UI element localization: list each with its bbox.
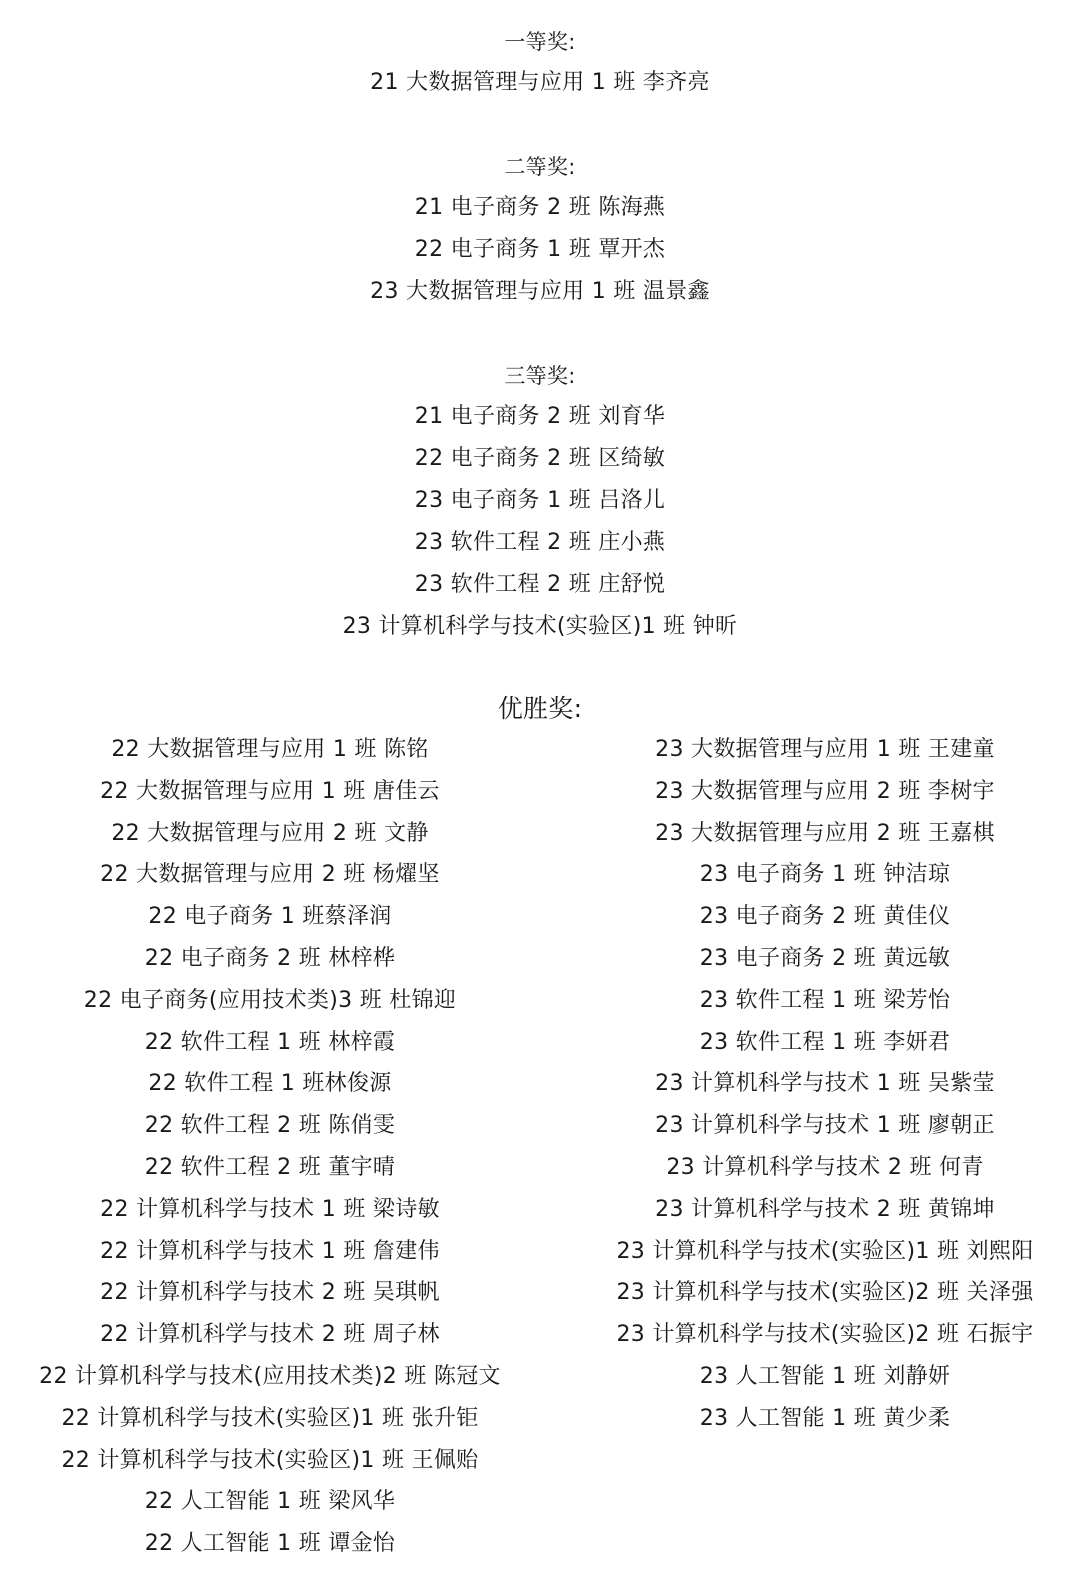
- second-prize-winner: 23 大数据管理与应用 1 班 温景鑫: [370, 279, 710, 304]
- second-prize-winner: 22 电子商务 1 班 覃开杰: [414, 237, 666, 262]
- excellence-winner: 23 人工智能 1 班 黄少柔: [699, 1405, 951, 1431]
- excellence-winner: 22 计算机科学与技术 2 班 周子林: [100, 1322, 440, 1348]
- excellence-winner: 22 人工智能 1 班 梁风华: [144, 1489, 396, 1515]
- excellence-winner: 23 软件工程 1 班 梁芳怡: [699, 987, 951, 1013]
- excellence-winner: 22 大数据管理与应用 1 班 陈铭: [111, 737, 429, 762]
- excellence-prize-heading: 优胜奖:: [497, 694, 583, 723]
- excellence-winner: 23 电子商务 2 班 黄远敏: [699, 945, 951, 971]
- excellence-winner: 23 计算机科学与技术 1 班 吴紫莹: [655, 1071, 995, 1097]
- excellence-winner: 22 计算机科学与技术(实验区)1 班 王佩贻: [61, 1447, 479, 1473]
- excellence-winner: 22 电子商务 1 班蔡泽润: [148, 904, 392, 930]
- excellence-right-column: [540, 735, 1080, 1446]
- first-prize-winner: 21 大数据管理与应用 1 班 李齐亮: [370, 70, 710, 95]
- excellence-winner: 22 计算机科学与技术 1 班 梁诗敏: [100, 1196, 440, 1222]
- excellence-winner: 22 大数据管理与应用 1 班 唐佳云: [100, 778, 440, 804]
- excellence-winner: 22 人工智能 1 班 谭金怡: [144, 1531, 396, 1557]
- excellence-winner: 23 人工智能 1 班 刘静妍: [699, 1363, 951, 1389]
- excellence-winner: 23 电子商务 2 班 黄佳仪: [699, 904, 951, 930]
- first-prize-heading: 一等奖:: [504, 30, 576, 54]
- third-prize-winner: 23 电子商务 1 班 吕洛儿: [414, 488, 666, 513]
- second-prize-winner: 21 电子商务 2 班 陈海燕: [414, 195, 666, 220]
- excellence-winner: 23 软件工程 1 班 李妍君: [699, 1029, 951, 1055]
- excellence-winner: 22 电子商务 2 班 林梓桦: [144, 945, 396, 971]
- excellence-winner: 23 大数据管理与应用 2 班 王嘉棋: [655, 820, 995, 846]
- excellence-winner: 22 计算机科学与技术 2 班 吴琪帆: [100, 1280, 440, 1306]
- excellence-winner: 22 大数据管理与应用 2 班 文静: [111, 820, 429, 846]
- excellence-winner: 22 软件工程 1 班 林梓霞: [144, 1029, 396, 1055]
- excellence-winner: 23 计算机科学与技术 1 班 廖朝正: [655, 1113, 995, 1139]
- excellence-winner: 22 计算机科学与技术(应用技术类)2 班 陈冠文: [39, 1363, 501, 1389]
- excellence-winner: 22 电子商务(应用技术类)3 班 杜锦迎: [83, 987, 457, 1013]
- excellence-winner: 22 软件工程 2 班 陈俏雯: [144, 1113, 396, 1139]
- excellence-winner: 23 电子商务 1 班 钟洁琼: [699, 862, 951, 888]
- excellence-winner: 23 计算机科学与技术(实验区)2 班 石振宇: [616, 1322, 1034, 1348]
- third-prize-winner: 23 软件工程 2 班 庄舒悦: [414, 572, 666, 597]
- excellence-winner: 23 大数据管理与应用 1 班 王建童: [655, 737, 995, 762]
- third-prize-winner: 23 软件工程 2 班 庄小燕: [414, 530, 666, 555]
- excellence-winner: 22 计算机科学与技术(实验区)1 班 张升钜: [61, 1405, 479, 1431]
- excellence-winner: 23 计算机科学与技术 2 班 何青: [666, 1154, 984, 1180]
- excellence-winner: 22 软件工程 1 班林俊源: [148, 1071, 392, 1097]
- excellence-winner: 23 计算机科学与技术(实验区)2 班 关泽强: [616, 1280, 1034, 1306]
- excellence-winner: 22 大数据管理与应用 2 班 杨燿坚: [100, 862, 440, 888]
- second-prize-heading: 二等奖:: [504, 155, 576, 179]
- excellence-winner: 23 大数据管理与应用 2 班 李树宇: [655, 778, 995, 804]
- excellence-left-column: [0, 735, 540, 1571]
- excellence-winner: 22 软件工程 2 班 董宇晴: [144, 1154, 396, 1180]
- third-prize-winner: 21 电子商务 2 班 刘育华: [414, 404, 666, 429]
- excellence-winner: 23 计算机科学与技术(实验区)1 班 刘熙阳: [616, 1238, 1034, 1264]
- third-prize-heading: 三等奖:: [504, 364, 576, 388]
- third-prize-winner: 22 电子商务 2 班 区绮敏: [414, 446, 666, 471]
- excellence-winner: 22 计算机科学与技术 1 班 詹建伟: [100, 1238, 440, 1264]
- excellence-winner: 23 计算机科学与技术 2 班 黄锦坤: [655, 1196, 995, 1222]
- third-prize-winner: 23 计算机科学与技术(实验区)1 班 钟昕: [342, 614, 738, 639]
